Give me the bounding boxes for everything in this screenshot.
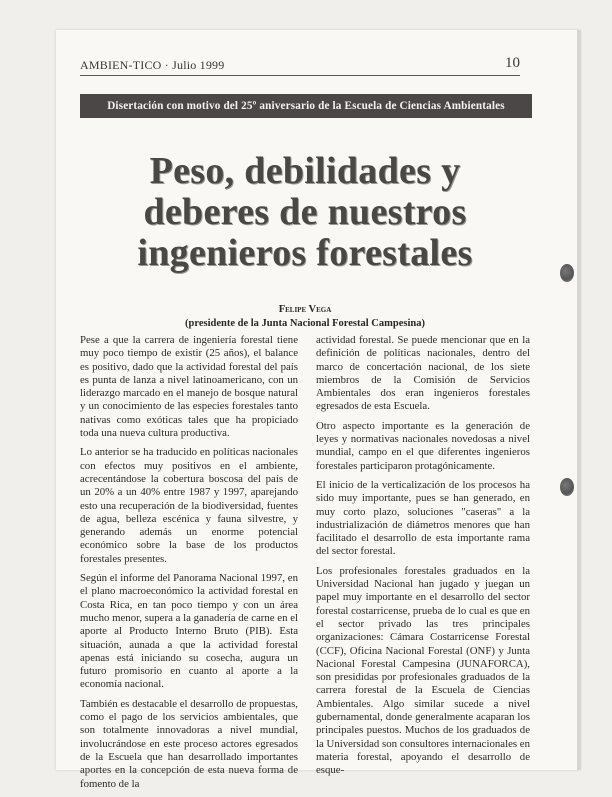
paragraph: Según el informe del Panorama Nacional 1997, en el plano macroeconómico la actividad forestal en Costa Rica, en tan poco tiempo y con un área mucho menor, supera a la ganadería de carne en el aporte al Producto Interno Bruto (PIB). Esta situación, aunada a que la actividad forestal apenas está iniciando su cosecha, augura un futuro promisorio en cuanto al aporte a la economía nacional. [80, 572, 298, 691]
binder-hole [560, 478, 574, 496]
page-edge [577, 30, 581, 770]
left-column [80, 334, 298, 797]
article-title: Peso, debilidades y deberes de nuestros ingenieros forestales [137, 150, 473, 274]
page-number: 10 [505, 55, 520, 71]
paragraph: También es destacable el desarrollo de propuestas, como el pago de los servicios ambientales, que son totalmente innovadoras a nivel mundial, involucrándose en este proceso actores egresados de la Escuela que han desarrollado importantes aportes en la concepción de esta nueva forma de fomento de la [80, 697, 298, 790]
paragraph: Los profesionales forestales graduados en la Universidad Nacional han jugado y juegan un papel muy importante en el desarrollo del sector forestal costarricense, prueba de lo cual es que en el sector privado las tres principales organizaciones: Cámara Costarricense Forestal (CCF), Oficina Nacional Forestal (ONF) y Junta Nacional Forestal Campesina (JUNAFORCA), son presididas por profesionales graduados de la carrera forestal de la Escuela de Ciencias Ambientales. Algo similar sucede a nivel gubernamental, donde generalmente acaparan los principales puestos. Muchos de los graduados de la Universidad son consultores internacionales en materia forestal, apoyando el desarrollo de esque- [316, 564, 530, 777]
publication-name: AMBIEN-TICO · Julio 1999 [80, 58, 225, 72]
author-name: Felipe Vega [278, 304, 332, 315]
header-rule [80, 75, 520, 76]
paragraph: Lo anterior se ha traducido en políticas nacionales con efectos muy positivos en el ambiente, acrecentándose la cobertura boscosa del país de un 20% a un 40% entre 1987 y 1997, aparejando esto una recuperación de la biodiversidad, fuentes de agua, belleza escénica y fauna silvestre, y generando además un enorme potencial económico sobre la base de los productos forestales presentes. [80, 446, 298, 565]
author-role: (presidente de la Junta Nacional Forestal Campesina) [185, 318, 425, 329]
binder-hole [560, 264, 574, 282]
paragraph: El inicio de la verticalización de los procesos ha sido muy importante, pues se han generado, en muy corto plazo, soluciones "caseras" a la industrialización de diámetros menores que han facilitado el desarrollo de esta importante rama del sector forestal. [316, 478, 530, 558]
paragraph: Pese a que la carrera de ingeniería forestal tiene muy poco tiempo de existir (25 años), el balance es positivo, dado que la actividad forestal del país es punta de lanza a nivel latinoamericano, con un liderazgo marcado en el manejo de bosque natural y un conocimiento de las especies forestales tanto nativas como exóticas tales que ha propiciado toda una nueva cultura productiva. [80, 334, 298, 440]
right-column [316, 334, 530, 784]
author-block [100, 303, 510, 331]
paragraph: actividad forestal. Se puede mencionar que en la definición de políticas nacionales, dentro del marco de concertación nacional, de los siete miembros de la Comisión de Servicios Ambientales dos eran ingenieros forestales egresados de esta Escuela. [316, 334, 530, 413]
section-banner: Disertación con motivo del 25º aniversario de la Escuela de Ciencias Ambientales [80, 94, 532, 118]
paragraph: Otro aspecto importante es la generación de leyes y normativas nacionales novedosas a nivel mundial, campo en el que diferentes ingenieros forestales participaron protagónicamente. [316, 419, 530, 472]
